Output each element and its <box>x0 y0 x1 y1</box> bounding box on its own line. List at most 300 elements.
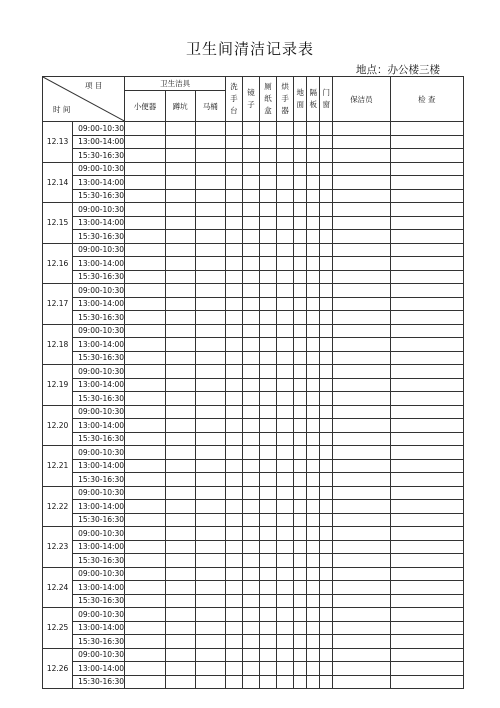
entry-cell[interactable] <box>242 675 259 689</box>
entry-cell[interactable] <box>195 459 225 473</box>
entry-cell[interactable] <box>125 338 165 352</box>
entry-cell[interactable] <box>125 203 165 217</box>
entry-cell[interactable] <box>390 135 463 149</box>
entry-cell[interactable] <box>320 284 333 298</box>
entry-cell[interactable] <box>277 581 294 595</box>
entry-cell[interactable] <box>307 243 320 257</box>
entry-cell[interactable] <box>390 648 463 662</box>
entry-cell[interactable] <box>165 216 195 230</box>
entry-cell[interactable] <box>242 230 259 244</box>
entry-cell[interactable] <box>307 594 320 608</box>
entry-cell[interactable] <box>307 500 320 514</box>
entry-cell[interactable] <box>307 554 320 568</box>
entry-cell[interactable] <box>242 365 259 379</box>
entry-cell[interactable] <box>277 351 294 365</box>
entry-cell[interactable] <box>390 581 463 595</box>
entry-cell[interactable] <box>307 324 320 338</box>
entry-cell[interactable] <box>195 311 225 325</box>
entry-cell[interactable] <box>320 405 333 419</box>
entry-cell[interactable] <box>242 257 259 271</box>
entry-cell[interactable] <box>294 135 307 149</box>
entry-cell[interactable] <box>165 392 195 406</box>
entry-cell[interactable] <box>320 203 333 217</box>
entry-cell[interactable] <box>333 446 390 460</box>
entry-cell[interactable] <box>195 270 225 284</box>
entry-cell[interactable] <box>225 513 242 527</box>
entry-cell[interactable] <box>195 351 225 365</box>
entry-cell[interactable] <box>320 311 333 325</box>
entry-cell[interactable] <box>125 540 165 554</box>
entry-cell[interactable] <box>165 351 195 365</box>
entry-cell[interactable] <box>125 149 165 163</box>
entry-cell[interactable] <box>333 122 390 136</box>
entry-cell[interactable] <box>125 459 165 473</box>
entry-cell[interactable] <box>307 230 320 244</box>
entry-cell[interactable] <box>260 594 277 608</box>
entry-cell[interactable] <box>320 662 333 676</box>
entry-cell[interactable] <box>195 432 225 446</box>
entry-cell[interactable] <box>333 648 390 662</box>
entry-cell[interactable] <box>294 554 307 568</box>
entry-cell[interactable] <box>125 297 165 311</box>
entry-cell[interactable] <box>390 338 463 352</box>
entry-cell[interactable] <box>390 500 463 514</box>
entry-cell[interactable] <box>294 311 307 325</box>
entry-cell[interactable] <box>320 419 333 433</box>
entry-cell[interactable] <box>165 405 195 419</box>
entry-cell[interactable] <box>333 540 390 554</box>
entry-cell[interactable] <box>195 594 225 608</box>
entry-cell[interactable] <box>225 203 242 217</box>
entry-cell[interactable] <box>294 432 307 446</box>
entry-cell[interactable] <box>225 257 242 271</box>
entry-cell[interactable] <box>294 122 307 136</box>
entry-cell[interactable] <box>125 486 165 500</box>
entry-cell[interactable] <box>294 405 307 419</box>
entry-cell[interactable] <box>165 243 195 257</box>
entry-cell[interactable] <box>242 149 259 163</box>
entry-cell[interactable] <box>294 392 307 406</box>
entry-cell[interactable] <box>225 581 242 595</box>
entry-cell[interactable] <box>333 608 390 622</box>
entry-cell[interactable] <box>390 162 463 176</box>
entry-cell[interactable] <box>260 554 277 568</box>
entry-cell[interactable] <box>307 365 320 379</box>
entry-cell[interactable] <box>125 324 165 338</box>
entry-cell[interactable] <box>195 621 225 635</box>
entry-cell[interactable] <box>307 662 320 676</box>
entry-cell[interactable] <box>242 540 259 554</box>
entry-cell[interactable] <box>165 486 195 500</box>
entry-cell[interactable] <box>294 324 307 338</box>
entry-cell[interactable] <box>242 432 259 446</box>
entry-cell[interactable] <box>125 392 165 406</box>
entry-cell[interactable] <box>333 486 390 500</box>
entry-cell[interactable] <box>225 621 242 635</box>
entry-cell[interactable] <box>333 500 390 514</box>
entry-cell[interactable] <box>307 648 320 662</box>
entry-cell[interactable] <box>165 135 195 149</box>
entry-cell[interactable] <box>165 567 195 581</box>
entry-cell[interactable] <box>277 135 294 149</box>
entry-cell[interactable] <box>225 486 242 500</box>
entry-cell[interactable] <box>165 203 195 217</box>
entry-cell[interactable] <box>294 473 307 487</box>
entry-cell[interactable] <box>307 405 320 419</box>
entry-cell[interactable] <box>320 216 333 230</box>
entry-cell[interactable] <box>125 162 165 176</box>
entry-cell[interactable] <box>242 459 259 473</box>
entry-cell[interactable] <box>277 621 294 635</box>
entry-cell[interactable] <box>225 135 242 149</box>
entry-cell[interactable] <box>125 135 165 149</box>
entry-cell[interactable] <box>294 594 307 608</box>
entry-cell[interactable] <box>260 608 277 622</box>
entry-cell[interactable] <box>333 230 390 244</box>
entry-cell[interactable] <box>242 189 259 203</box>
entry-cell[interactable] <box>165 297 195 311</box>
entry-cell[interactable] <box>333 257 390 271</box>
entry-cell[interactable] <box>260 378 277 392</box>
entry-cell[interactable] <box>390 527 463 541</box>
entry-cell[interactable] <box>307 176 320 190</box>
entry-cell[interactable] <box>333 189 390 203</box>
entry-cell[interactable] <box>307 297 320 311</box>
entry-cell[interactable] <box>195 675 225 689</box>
entry-cell[interactable] <box>333 176 390 190</box>
entry-cell[interactable] <box>333 270 390 284</box>
entry-cell[interactable] <box>277 419 294 433</box>
entry-cell[interactable] <box>307 621 320 635</box>
entry-cell[interactable] <box>225 324 242 338</box>
entry-cell[interactable] <box>277 230 294 244</box>
entry-cell[interactable] <box>242 621 259 635</box>
entry-cell[interactable] <box>125 675 165 689</box>
entry-cell[interactable] <box>320 243 333 257</box>
entry-cell[interactable] <box>294 662 307 676</box>
entry-cell[interactable] <box>125 122 165 136</box>
entry-cell[interactable] <box>260 405 277 419</box>
entry-cell[interactable] <box>225 122 242 136</box>
entry-cell[interactable] <box>225 176 242 190</box>
entry-cell[interactable] <box>242 311 259 325</box>
entry-cell[interactable] <box>195 513 225 527</box>
entry-cell[interactable] <box>333 594 390 608</box>
entry-cell[interactable] <box>277 324 294 338</box>
entry-cell[interactable] <box>307 608 320 622</box>
entry-cell[interactable] <box>277 297 294 311</box>
entry-cell[interactable] <box>294 257 307 271</box>
entry-cell[interactable] <box>242 567 259 581</box>
entry-cell[interactable] <box>320 432 333 446</box>
entry-cell[interactable] <box>260 419 277 433</box>
entry-cell[interactable] <box>320 500 333 514</box>
entry-cell[interactable] <box>320 351 333 365</box>
entry-cell[interactable] <box>195 243 225 257</box>
entry-cell[interactable] <box>225 270 242 284</box>
entry-cell[interactable] <box>242 122 259 136</box>
entry-cell[interactable] <box>165 270 195 284</box>
entry-cell[interactable] <box>242 594 259 608</box>
entry-cell[interactable] <box>390 594 463 608</box>
entry-cell[interactable] <box>125 473 165 487</box>
entry-cell[interactable] <box>333 513 390 527</box>
entry-cell[interactable] <box>195 257 225 271</box>
entry-cell[interactable] <box>260 162 277 176</box>
entry-cell[interactable] <box>165 149 195 163</box>
entry-cell[interactable] <box>225 216 242 230</box>
entry-cell[interactable] <box>225 351 242 365</box>
entry-cell[interactable] <box>294 243 307 257</box>
entry-cell[interactable] <box>277 513 294 527</box>
entry-cell[interactable] <box>125 176 165 190</box>
entry-cell[interactable] <box>165 176 195 190</box>
entry-cell[interactable] <box>277 392 294 406</box>
entry-cell[interactable] <box>260 176 277 190</box>
entry-cell[interactable] <box>225 378 242 392</box>
entry-cell[interactable] <box>165 338 195 352</box>
entry-cell[interactable] <box>333 473 390 487</box>
entry-cell[interactable] <box>333 419 390 433</box>
entry-cell[interactable] <box>333 324 390 338</box>
entry-cell[interactable] <box>125 311 165 325</box>
entry-cell[interactable] <box>277 635 294 649</box>
entry-cell[interactable] <box>390 257 463 271</box>
entry-cell[interactable] <box>277 270 294 284</box>
entry-cell[interactable] <box>195 297 225 311</box>
entry-cell[interactable] <box>242 135 259 149</box>
entry-cell[interactable] <box>242 486 259 500</box>
entry-cell[interactable] <box>390 122 463 136</box>
entry-cell[interactable] <box>320 446 333 460</box>
entry-cell[interactable] <box>260 392 277 406</box>
entry-cell[interactable] <box>277 338 294 352</box>
entry-cell[interactable] <box>277 243 294 257</box>
entry-cell[interactable] <box>320 176 333 190</box>
entry-cell[interactable] <box>195 324 225 338</box>
entry-cell[interactable] <box>294 648 307 662</box>
entry-cell[interactable] <box>390 324 463 338</box>
entry-cell[interactable] <box>225 405 242 419</box>
entry-cell[interactable] <box>390 243 463 257</box>
entry-cell[interactable] <box>165 662 195 676</box>
entry-cell[interactable] <box>225 432 242 446</box>
entry-cell[interactable] <box>294 378 307 392</box>
entry-cell[interactable] <box>390 473 463 487</box>
entry-cell[interactable] <box>125 554 165 568</box>
entry-cell[interactable] <box>125 635 165 649</box>
entry-cell[interactable] <box>165 581 195 595</box>
entry-cell[interactable] <box>195 419 225 433</box>
entry-cell[interactable] <box>390 392 463 406</box>
entry-cell[interactable] <box>165 608 195 622</box>
entry-cell[interactable] <box>277 216 294 230</box>
entry-cell[interactable] <box>307 635 320 649</box>
entry-cell[interactable] <box>165 459 195 473</box>
entry-cell[interactable] <box>333 149 390 163</box>
entry-cell[interactable] <box>390 675 463 689</box>
entry-cell[interactable] <box>277 473 294 487</box>
entry-cell[interactable] <box>390 149 463 163</box>
entry-cell[interactable] <box>225 473 242 487</box>
entry-cell[interactable] <box>320 540 333 554</box>
entry-cell[interactable] <box>260 230 277 244</box>
entry-cell[interactable] <box>125 257 165 271</box>
entry-cell[interactable] <box>294 459 307 473</box>
entry-cell[interactable] <box>195 189 225 203</box>
entry-cell[interactable] <box>333 378 390 392</box>
entry-cell[interactable] <box>125 594 165 608</box>
entry-cell[interactable] <box>225 459 242 473</box>
entry-cell[interactable] <box>125 189 165 203</box>
entry-cell[interactable] <box>307 392 320 406</box>
entry-cell[interactable] <box>260 432 277 446</box>
entry-cell[interactable] <box>307 257 320 271</box>
entry-cell[interactable] <box>165 419 195 433</box>
entry-cell[interactable] <box>320 459 333 473</box>
entry-cell[interactable] <box>225 540 242 554</box>
entry-cell[interactable] <box>165 122 195 136</box>
entry-cell[interactable] <box>125 365 165 379</box>
entry-cell[interactable] <box>294 162 307 176</box>
entry-cell[interactable] <box>225 662 242 676</box>
entry-cell[interactable] <box>225 554 242 568</box>
entry-cell[interactable] <box>165 594 195 608</box>
entry-cell[interactable] <box>165 432 195 446</box>
entry-cell[interactable] <box>242 270 259 284</box>
entry-cell[interactable] <box>260 149 277 163</box>
entry-cell[interactable] <box>277 554 294 568</box>
entry-cell[interactable] <box>320 554 333 568</box>
entry-cell[interactable] <box>277 311 294 325</box>
entry-cell[interactable] <box>242 324 259 338</box>
entry-cell[interactable] <box>225 284 242 298</box>
entry-cell[interactable] <box>165 635 195 649</box>
entry-cell[interactable] <box>333 162 390 176</box>
entry-cell[interactable] <box>320 122 333 136</box>
entry-cell[interactable] <box>195 135 225 149</box>
entry-cell[interactable] <box>260 297 277 311</box>
entry-cell[interactable] <box>390 446 463 460</box>
entry-cell[interactable] <box>225 608 242 622</box>
entry-cell[interactable] <box>225 162 242 176</box>
entry-cell[interactable] <box>225 149 242 163</box>
entry-cell[interactable] <box>195 284 225 298</box>
entry-cell[interactable] <box>320 189 333 203</box>
entry-cell[interactable] <box>320 675 333 689</box>
entry-cell[interactable] <box>195 554 225 568</box>
entry-cell[interactable] <box>390 351 463 365</box>
entry-cell[interactable] <box>333 243 390 257</box>
entry-cell[interactable] <box>225 392 242 406</box>
entry-cell[interactable] <box>260 540 277 554</box>
entry-cell[interactable] <box>125 581 165 595</box>
entry-cell[interactable] <box>225 567 242 581</box>
entry-cell[interactable] <box>390 284 463 298</box>
entry-cell[interactable] <box>307 338 320 352</box>
entry-cell[interactable] <box>195 122 225 136</box>
entry-cell[interactable] <box>165 311 195 325</box>
entry-cell[interactable] <box>225 675 242 689</box>
entry-cell[interactable] <box>390 203 463 217</box>
entry-cell[interactable] <box>390 635 463 649</box>
entry-cell[interactable] <box>165 554 195 568</box>
entry-cell[interactable] <box>260 324 277 338</box>
entry-cell[interactable] <box>277 257 294 271</box>
entry-cell[interactable] <box>165 446 195 460</box>
entry-cell[interactable] <box>294 338 307 352</box>
entry-cell[interactable] <box>195 203 225 217</box>
entry-cell[interactable] <box>307 459 320 473</box>
entry-cell[interactable] <box>242 351 259 365</box>
entry-cell[interactable] <box>294 419 307 433</box>
entry-cell[interactable] <box>277 446 294 460</box>
entry-cell[interactable] <box>320 567 333 581</box>
entry-cell[interactable] <box>277 459 294 473</box>
entry-cell[interactable] <box>125 216 165 230</box>
entry-cell[interactable] <box>294 513 307 527</box>
entry-cell[interactable] <box>307 527 320 541</box>
entry-cell[interactable] <box>294 621 307 635</box>
entry-cell[interactable] <box>294 608 307 622</box>
entry-cell[interactable] <box>320 527 333 541</box>
entry-cell[interactable] <box>260 635 277 649</box>
entry-cell[interactable] <box>260 581 277 595</box>
entry-cell[interactable] <box>125 230 165 244</box>
entry-cell[interactable] <box>294 567 307 581</box>
entry-cell[interactable] <box>333 365 390 379</box>
entry-cell[interactable] <box>294 675 307 689</box>
entry-cell[interactable] <box>125 243 165 257</box>
entry-cell[interactable] <box>260 122 277 136</box>
entry-cell[interactable] <box>277 540 294 554</box>
entry-cell[interactable] <box>294 527 307 541</box>
entry-cell[interactable] <box>260 338 277 352</box>
entry-cell[interactable] <box>225 527 242 541</box>
entry-cell[interactable] <box>307 162 320 176</box>
entry-cell[interactable] <box>307 473 320 487</box>
entry-cell[interactable] <box>390 608 463 622</box>
entry-cell[interactable] <box>307 216 320 230</box>
entry-cell[interactable] <box>260 270 277 284</box>
entry-cell[interactable] <box>242 500 259 514</box>
entry-cell[interactable] <box>390 567 463 581</box>
entry-cell[interactable] <box>260 675 277 689</box>
entry-cell[interactable] <box>307 581 320 595</box>
entry-cell[interactable] <box>225 635 242 649</box>
entry-cell[interactable] <box>260 486 277 500</box>
entry-cell[interactable] <box>294 230 307 244</box>
entry-cell[interactable] <box>277 203 294 217</box>
entry-cell[interactable] <box>390 662 463 676</box>
entry-cell[interactable] <box>333 311 390 325</box>
entry-cell[interactable] <box>307 675 320 689</box>
entry-cell[interactable] <box>277 162 294 176</box>
entry-cell[interactable] <box>320 648 333 662</box>
entry-cell[interactable] <box>260 446 277 460</box>
entry-cell[interactable] <box>277 405 294 419</box>
entry-cell[interactable] <box>294 635 307 649</box>
entry-cell[interactable] <box>225 419 242 433</box>
entry-cell[interactable] <box>260 459 277 473</box>
entry-cell[interactable] <box>307 122 320 136</box>
entry-cell[interactable] <box>307 446 320 460</box>
entry-cell[interactable] <box>333 581 390 595</box>
entry-cell[interactable] <box>195 608 225 622</box>
entry-cell[interactable] <box>294 176 307 190</box>
entry-cell[interactable] <box>390 365 463 379</box>
entry-cell[interactable] <box>333 432 390 446</box>
